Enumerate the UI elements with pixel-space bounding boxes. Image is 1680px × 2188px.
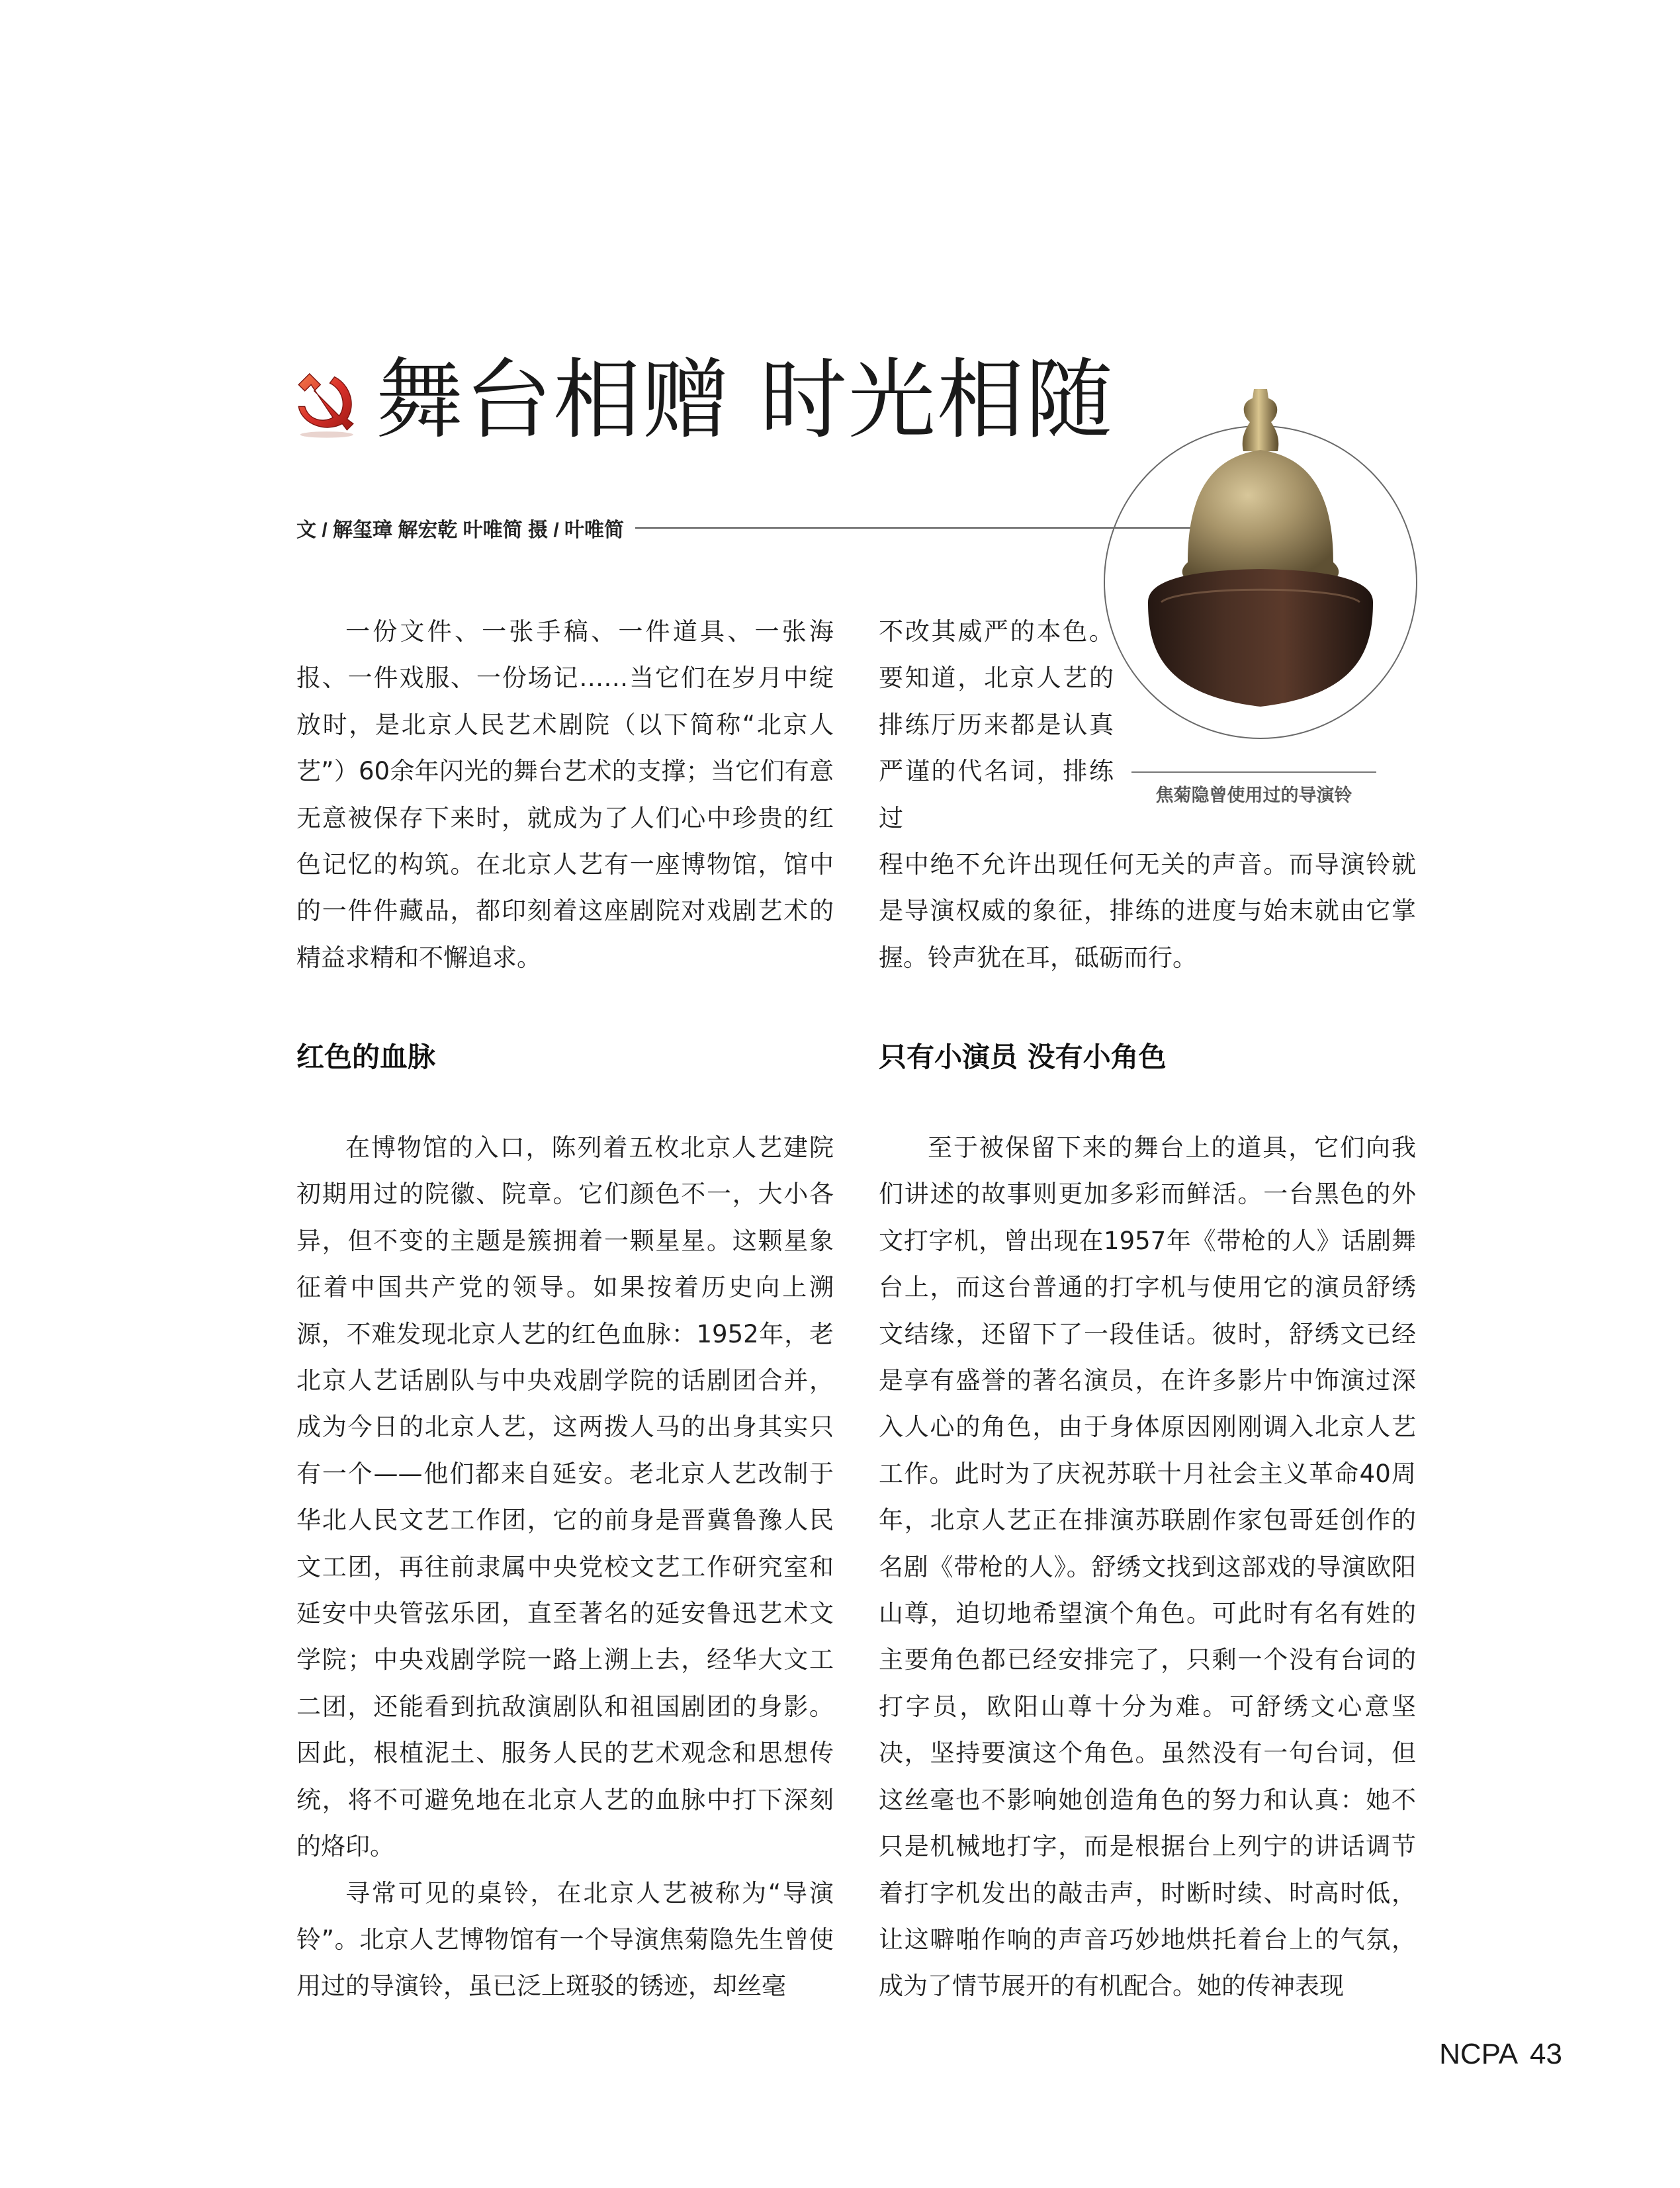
intro-paragraph: 一份文件、一张手稿、一件道具、一张海报、一件戏服、一份场记……当它们在岁月中绽放时，是北京人民艺术剧院（以下简称“北京人艺”）60余年闪光的舞台艺术的支撑；当它们有意无意被保存下来时，就成为了人们心中珍贵的红色记忆的构筑。在北京人艺有一座博物馆，馆中的一件件藏品，都印刻着这座剧院对戏剧艺术的精益求精和不懈追求。 — [296, 617, 834, 972]
right-body-column — [879, 1125, 1416, 2010]
photo-caption: 焦菊隐曾使用过的导演铃 — [1155, 785, 1352, 806]
intro-continuation-wide: 程中绝不允许出现任何无关的声音。而导演铃就是导演权威的象征，排练的进度与始末就由它掌握。铃声犹在耳，砥砺而行。 — [879, 850, 1416, 972]
party-emblem-icon — [285, 361, 363, 439]
byline: 文 / 解玺璋 解宏乾 叶唯简 摄 / 叶唯简 — [296, 519, 625, 541]
body-paragraph: 寻常可见的桌铃，在北京人艺被称为“导演铃”。北京人艺博物馆有一个导演焦菊隐先生曾使用过的导演铃，虽已泛上斑驳的锈迹，却丝毫 — [296, 1878, 834, 2001]
body-paragraph: 在博物馆的入口，陈列着五枚北京人艺建院初期用过的院徽、院章。它们颜色不一，大小各异，但不变的主题是簇拥着一颗星星。这颗星象征着中国共产党的领导。如果按着历史向上溯源，不难发现北京人艺的红色血脉：1952年，老北京人艺话剧队与中央戏剧学院的话剧团合并，成为今日的北京人艺，这两拨人马的出身其实只有一个——他们都来自延安。老北京人艺改制于华北人民文艺工作团，它的前身是晋冀鲁豫人民文工团，再往前隶属中央党校文艺工作研究室和延安中央管弦乐团，直至著名的延安鲁迅艺术文学院；中央戏剧学院一路上溯上去，经华大文工二团，还能看到抗敌演剧队和祖国剧团的身影。因此，根植泥土、服务人民的艺术观念和思想传统，将不可避免地在北京人艺的血脉中打下深刻的烙印。 — [296, 1133, 834, 1861]
section-heading-small-roles: 只有小演员 没有小角色 — [879, 1041, 1167, 1073]
director-bell-photo — [1082, 384, 1439, 741]
page-folio — [1427, 2038, 1562, 2071]
magazine-name: NCPA — [1439, 2038, 1519, 2070]
caption-divider — [1131, 771, 1376, 773]
article-title: 舞台相赠 时光相随 — [376, 349, 1114, 451]
page-number: 43 — [1530, 2038, 1562, 2070]
section-heading-red-bloodline: 红色的血脉 — [296, 1041, 436, 1073]
left-body-column — [296, 1125, 834, 2010]
title-block — [285, 347, 1114, 453]
intro-continuation-narrow: 不改其威严的本色。要知道，北京人艺的排练厅历来都是认真严谨的代名词，排练过 — [879, 617, 1114, 832]
body-paragraph: 至于被保留下来的舞台上的道具，它们向我们讲述的故事则更加多彩而鲜活。一台黑色的外文打字机，曾出现在1957年《带枪的人》话剧舞台上，而这台普通的打字机与使用它的演员舒绣文结缘，还留下了一段佳话。彼时，舒绣文已经是享有盛誉的著名演员，在许多影片中饰演过深入人心的角色，由于身体原因刚刚调入北京人艺工作。此时为了庆祝苏联十月社会主义革命40周年，北京人艺正在排演苏联剧作家包哥廷创作的名剧《带枪的人》。舒绣文找到这部戏的导演欧阳山尊，迫切地希望演个角色。可此时有名有姓的主要角色都已经安排完了，只剩一个没有台词的打字员，欧阳山尊十分为难。可舒绣文心意坚决，坚持要演这个角色。虽然没有一句台词，但这丝毫也不影响她创造角色的努力和认真：她不只是机械地打字，而是根据台上列宁的讲话调节着打字机发出的敲击声，时断时续、时高时低，让这噼啪作响的声音巧妙地烘托着台上的气氛，成为了情节展开的有机配合。她的传神表现 — [879, 1133, 1416, 2001]
